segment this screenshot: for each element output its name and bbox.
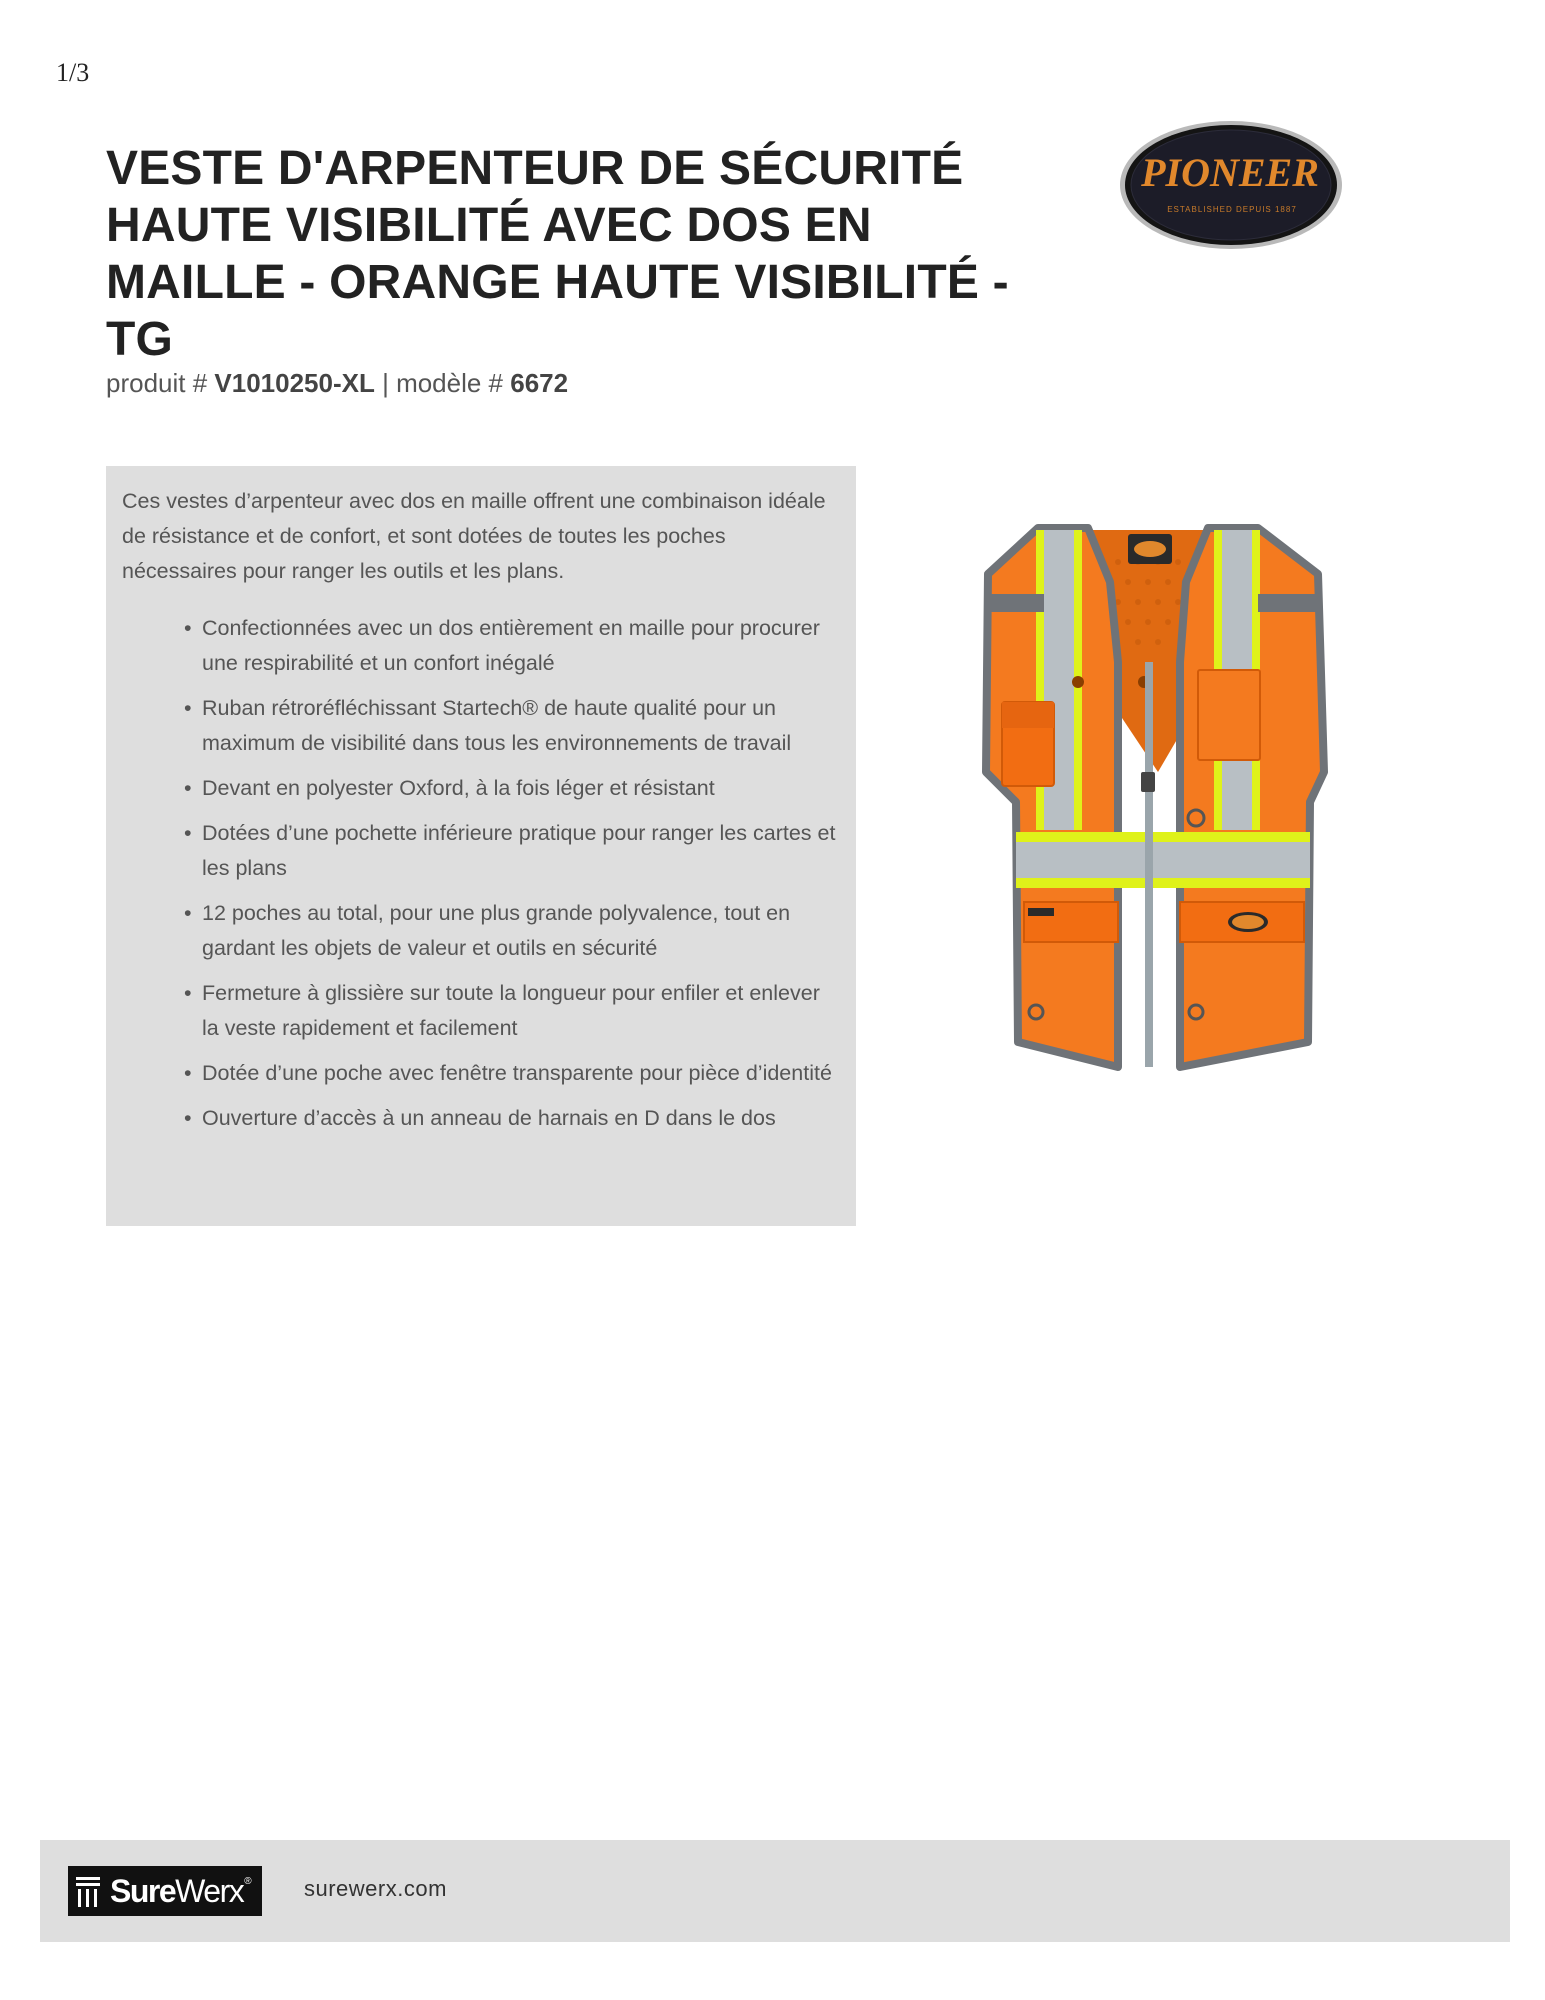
bullet-icon: •	[184, 696, 192, 720]
bullet-icon: •	[184, 1106, 192, 1130]
list-item	[184, 816, 840, 886]
product-number: V1010250-XL	[214, 368, 375, 398]
description-intro: Ces vestes d’arpenteur avec dos en maille offrent une combinaison idéale de résistance et de confort, et sont dotées de toutes les poches nécessaires pour ranger les outils et les plans.	[122, 489, 826, 583]
meta-separator: |	[374, 368, 397, 398]
list-item	[184, 976, 840, 1046]
page-title: VESTE D'ARPENTEUR DE SÉCURITÉ HAUTE VISIBILITÉ AVEC DOS EN MAILLE - ORANGE HAUTE VISIBILITÉ - TG	[106, 142, 1009, 366]
model-label: modèle #	[396, 368, 511, 398]
feature-text: Ouverture d’accès à un anneau de harnais en D dans le dos	[202, 1106, 776, 1130]
list-item	[184, 1101, 840, 1136]
model-number: 6672	[510, 368, 569, 398]
footer-url[interactable]: surewerx.com	[304, 1876, 447, 1901]
surewerx-logo	[68, 1866, 262, 1916]
feature-text: Fermeture à glissière sur toute la longueur pour enfiler et enlever la veste rapidement et facilement	[202, 981, 820, 1040]
bullet-icon: •	[184, 1061, 192, 1085]
pioneer-logo	[1118, 118, 1344, 252]
list-item	[184, 611, 840, 681]
feature-text: Devant en polyester Oxford, à la fois léger et résistant	[202, 776, 715, 800]
description-box	[106, 466, 856, 1226]
list-item	[184, 691, 840, 761]
bullet-icon: •	[184, 776, 192, 800]
svg-text:PIONEER: PIONEER	[1141, 150, 1319, 195]
list-item	[184, 896, 840, 966]
surewerx-logo-bold: Sure	[110, 1872, 176, 1909]
registered-mark: ®	[244, 1876, 252, 1887]
bullet-icon: •	[184, 981, 192, 1005]
svg-text:ESTABLISHED DEPUIS 1887: ESTABLISHED DEPUIS 1887	[1167, 205, 1297, 214]
list-item	[184, 1056, 840, 1091]
footer	[40, 1840, 1510, 1942]
page-number: 1/3	[56, 58, 90, 87]
vest-image	[958, 522, 1342, 1078]
feature-list	[122, 611, 840, 1136]
bullet-icon: •	[184, 901, 192, 925]
feature-text: Ruban rétroréfléchissant Startech® de haute qualité pour un maximum de visibilité dans tous les environnements de travail	[202, 696, 792, 755]
product-meta	[106, 368, 568, 399]
feature-text: Confectionnées avec un dos entièrement en maille pour procurer une respirabilité et un confort inégalé	[202, 616, 820, 675]
list-item	[184, 771, 840, 806]
surewerx-icon	[74, 1871, 104, 1911]
bullet-icon: •	[184, 616, 192, 640]
bullet-icon: •	[184, 821, 192, 845]
feature-text: Dotées d’une pochette inférieure pratique pour ranger les cartes et les plans	[202, 821, 836, 880]
feature-text: 12 poches au total, pour une plus grande polyvalence, tout en gardant les objets de valeur et outils en sécurité	[202, 901, 791, 960]
feature-text: Dotée d’une poche avec fenêtre transparente pour pièce d’identité	[202, 1061, 832, 1085]
product-label: produit #	[106, 368, 215, 398]
surewerx-logo-light: Werx	[175, 1872, 244, 1909]
